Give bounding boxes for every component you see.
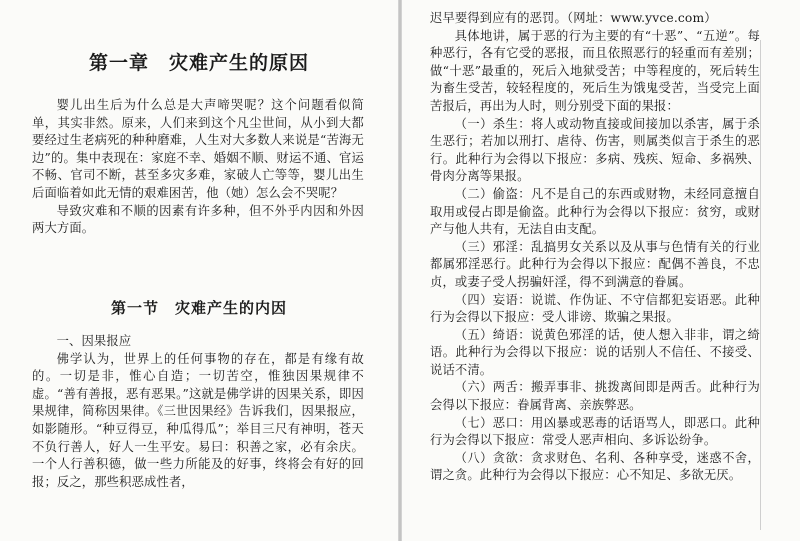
list-item: （二）偷盗：凡不是自己的东西或财物，未经同意擅自取用或侵占即是偷盗。此种行为会得以下报应：贫穷，或财产与他人共有，无法自由支配。 [430,186,760,237]
left-page [0,0,398,541]
list-item: （五）绮语：说黄色邪淫的话，使人想入非非，谓之绮语。此种行为会得以下报应：说的话别人不信任、不接受、说话不清。 [430,327,760,377]
continuation-line: 迟早要得到应有的恶罚。（网址：www.yvce.com） [430,11,717,25]
right-body [430,10,760,485]
right-intro: 具体地讲，属于恶的行为主要的有“十恶”、“五逆”。每种恶行，各有它受的恶报，而且依照恶行的轻重而有差别；做“十恶”最重的，死后入地狱受苦；中等程度的，死后转生为畜生受苦，较轻程度的，死后生为饿鬼受苦，当受完上面苦报后，再出为人时，则分别受下面的果报： [430,28,760,113]
intro-paragraph-2: 导致灾难和不顺的因素有许多种，但不外乎内因和外因两大方面。 [32,203,364,236]
list-item: （七）恶口：用凶暴或恶毒的话语骂人，即恶口。此种行为会得以下报应：常受人恶声相向、多诉讼纷争。 [430,415,760,448]
section-paragraph: 佛学认为，世界上的任何事物的存在，都是有缘有故的。一切是非，惟心自造；一切苦空，惟独因果规律不虚。“善有善报，恶有恶果。”这就是佛学讲的因果关系，即因果规律，简称因果律。《三世因果经》告诉我们，因果报应，如影随形。“种豆得豆，种瓜得瓜”；举目三尺有神明，苍天不负行善人，好人一生平安。易曰：积善之家，必有余庆。一个人行善积德，做一些力所能及的好事，终将会有好的回报；反之，那些积恶成性者， [32,351,364,489]
intro-paragraph-1: 婴儿出生后为什么总是大声啼哭呢？这个问题看似简单，其实非然。原来，人们来到这个凡尘世间，从小到大都要经过生老病死的种种磨难，人生对大多数人来说是“苦海无边”的。集中表现在：家庭不幸、婚姻不顺、财运不通、官运不畅、官司不断，甚至多灾多难，家破人亡等等，婴儿出生后面临着如此无情的艰难困苦，他（她）怎么会不哭呢？ [32,98,364,200]
scan-edge-line [760,40,761,530]
section-title: 第一节 灾难产生的内因 [110,299,287,317]
list-item: （六）两舌：搬弄事非、挑拨离间即是两舌。此种行为会得以下报应：眷属背离、亲族弊恶。 [430,380,760,413]
list-item: （八）贪欲：贪求财色、名利、各种享受，迷惑不舍，谓之贪。此种行为会得以下报应：心不知足、多欲无厌。 [430,450,760,483]
list-item: （三）邪淫：乱搞男女关系以及从事与色情有关的行业都属邪淫恶行。此种行为会得以下报应：配偶不善良，不忠贞，或妻子受人拐骗奸淫，得不到满意的眷属。 [430,239,760,289]
right-page [402,0,800,541]
section-body [32,333,364,491]
list-item: （一）杀生：将人或动物直接或间接加以杀害，属于杀生恶行；若加以刑打、虐待、伤害，则属类似言于杀生的恶行。此种行为会得以下报应：多病、残疾、短命、多祸殃、骨肉分离等果报。 [430,116,760,184]
subheading: 一、因果报应 [56,334,132,348]
list-item: （四）妄语：说谎、作伪证、不守信都犯妄语恶。此种行为会得以下报应：受人诽谤、欺骗之果报。 [430,292,760,325]
chapter-intro [32,97,364,238]
chapter-title: 第一章 灾难产生的原因 [88,52,309,74]
